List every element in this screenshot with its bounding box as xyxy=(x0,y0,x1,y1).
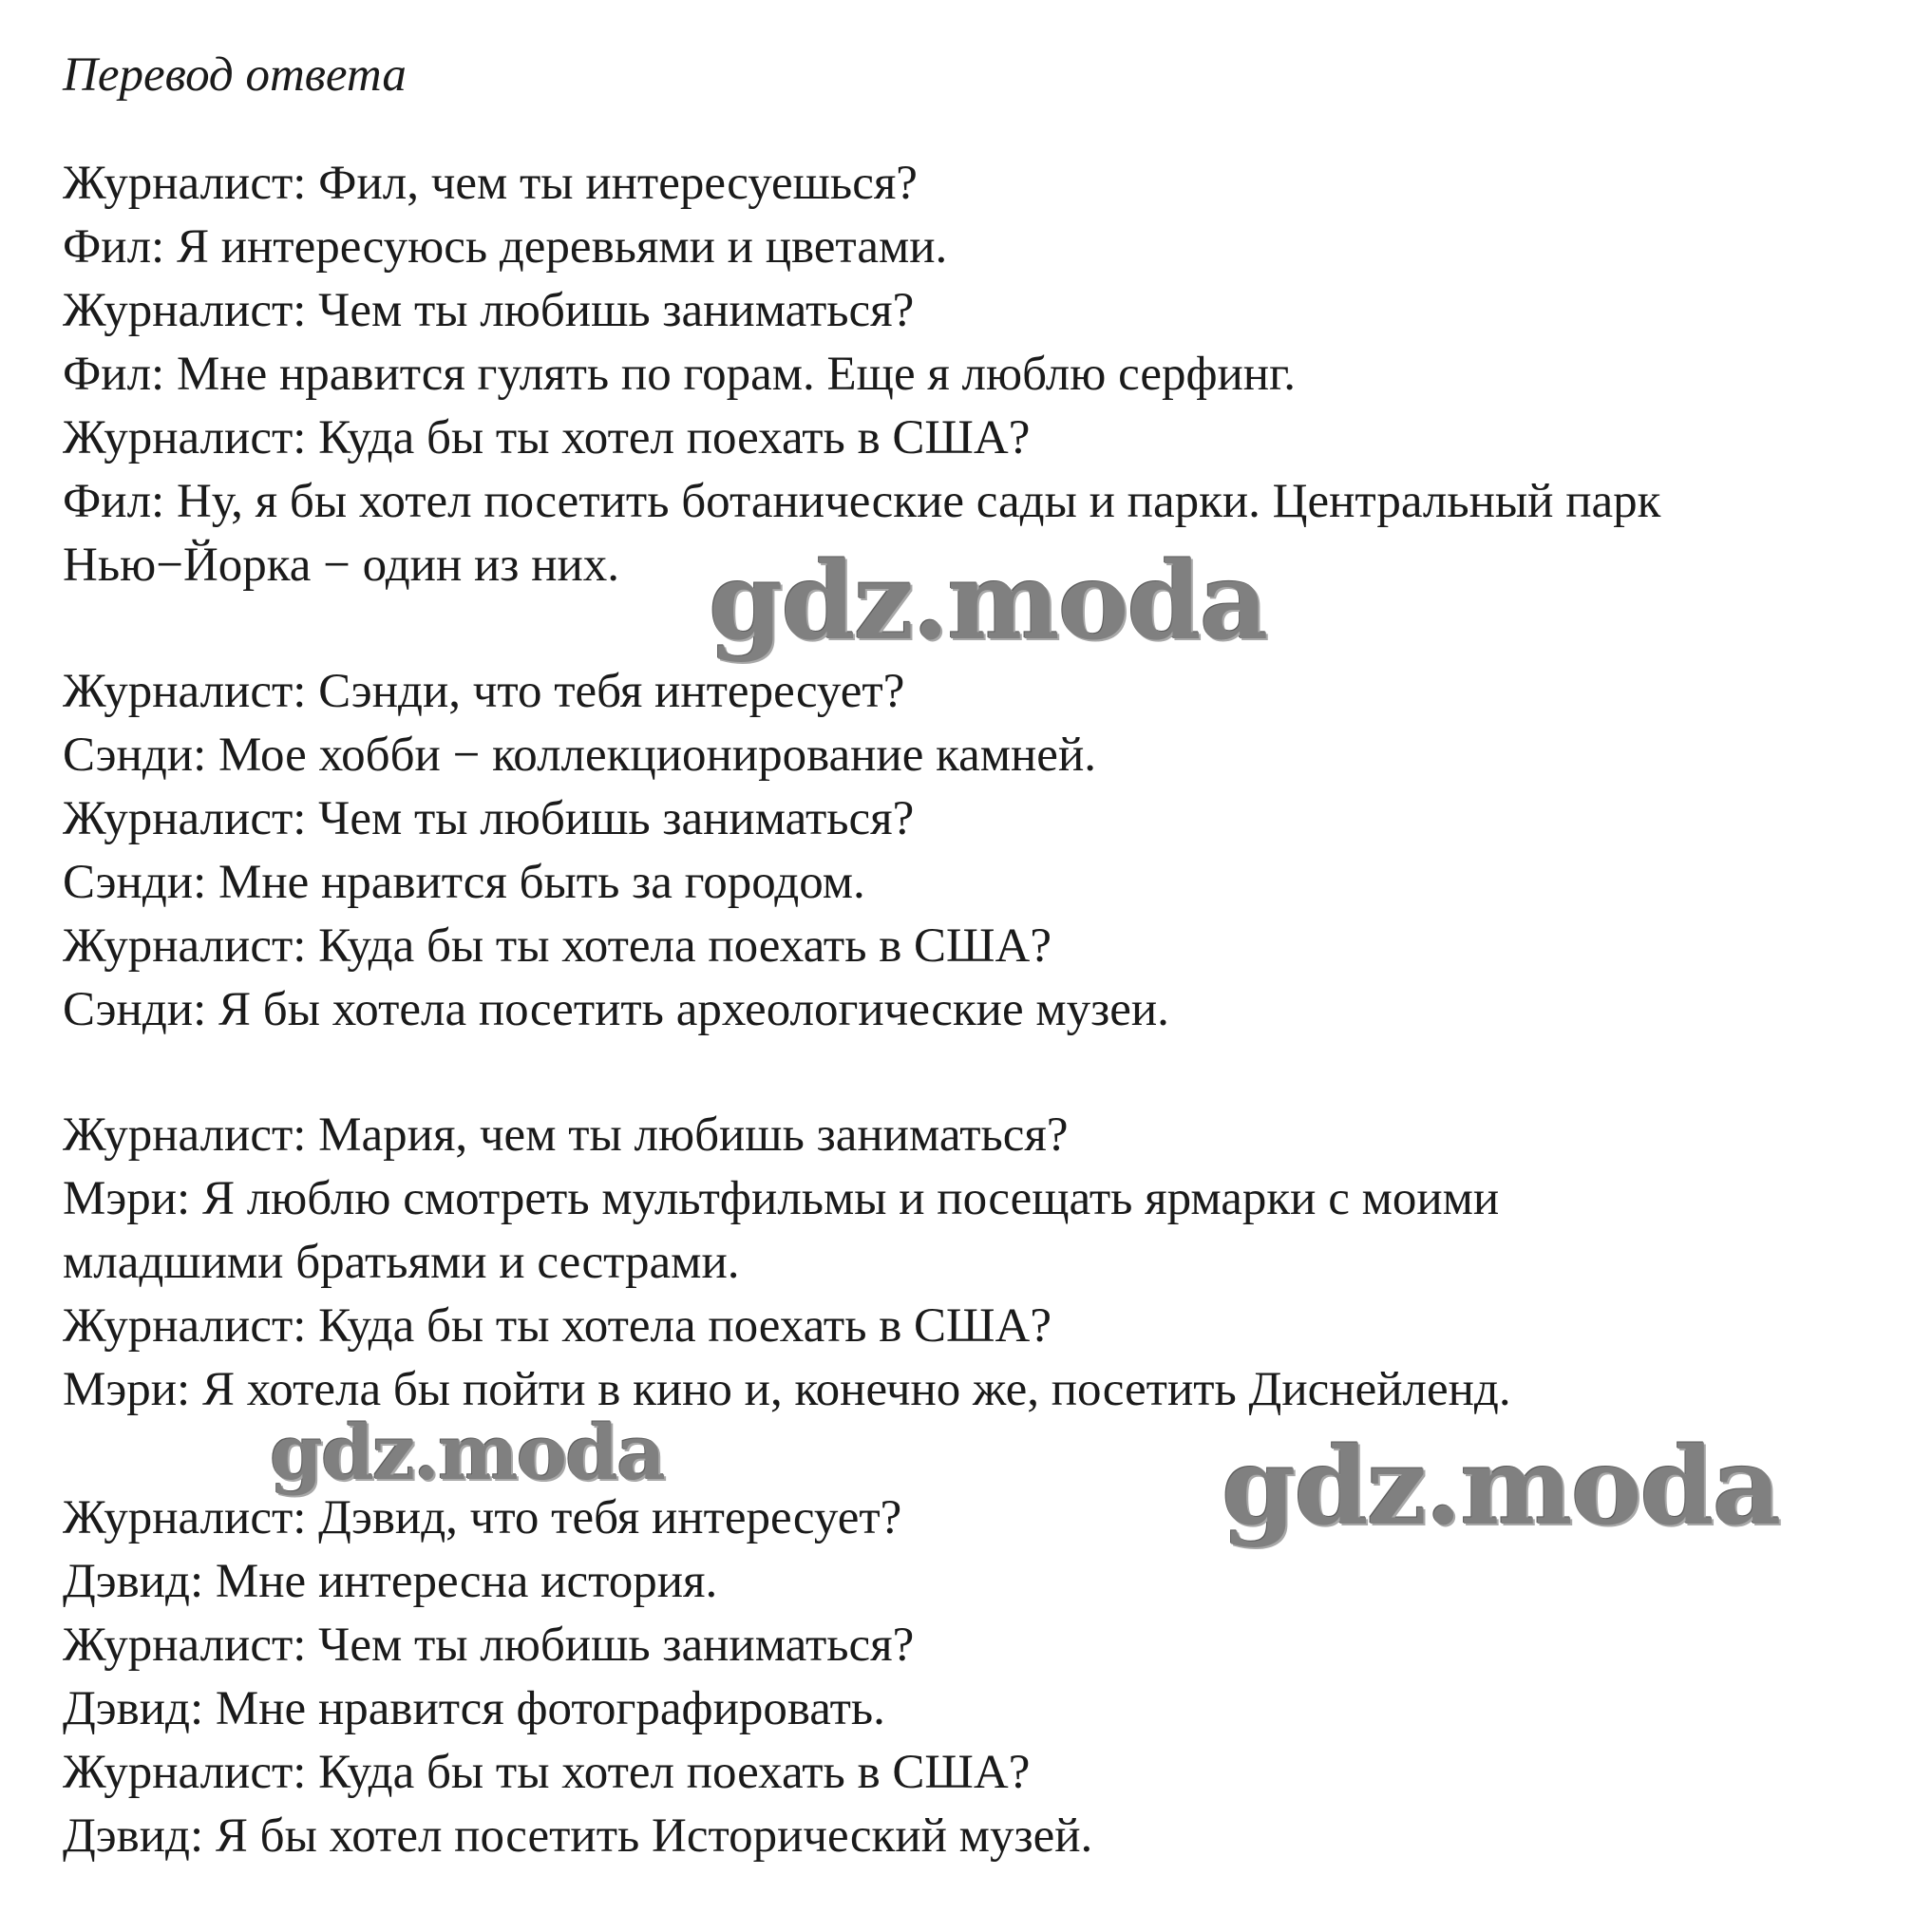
dialogue-line: Журналист: Куда бы ты хотел поехать в США? xyxy=(63,1746,1031,1799)
dialogue-line: Журналист: Чем ты любишь заниматься? xyxy=(63,284,915,337)
dialogue-line: Журналист: Мария, чем ты любишь заниматься? xyxy=(63,1108,1069,1162)
dialogue-line: Журналист: Куда бы ты хотела поехать в США? xyxy=(63,1299,1052,1353)
dialogue-line: Дэвид: Мне интересна история. xyxy=(63,1555,718,1608)
dialogue-line: Мэри: Я хотела бы пойти в кино и, конечно же, посетить Диснейленд. xyxy=(63,1363,1511,1416)
dialogue-line: Сэнди: Мое хобби − коллекционирование камней. xyxy=(63,729,1096,782)
watermark: gdz.moda xyxy=(1222,1425,1780,1549)
dialogue-line: Журналист: Куда бы ты хотел поехать в США? xyxy=(63,411,1031,464)
dialogue-line: Журналист: Чем ты любишь заниматься? xyxy=(63,792,915,845)
dialogue-line: Фил: Я интересуюсь деревьями и цветами. xyxy=(63,220,948,274)
dialogue-line: Дэвид: Мне нравится фотографировать. xyxy=(63,1682,885,1735)
page-title: Перевод ответа xyxy=(63,48,407,102)
dialogue-line: младшими братьями и сестрами. xyxy=(63,1236,740,1289)
dialogue-line: Журналист: Куда бы ты хотела поехать в США? xyxy=(63,919,1052,973)
watermark: gdz.moda xyxy=(270,1408,664,1497)
dialogue-line: Фил: Ну, я бы хотел посетить ботанические сады и парки. Центральный парк xyxy=(63,475,1661,528)
dialogue-line: Мэри: Я люблю смотреть мультфильмы и посещать ярмарки с моими xyxy=(63,1172,1500,1225)
dialogue-line: Нью−Йорка − один из них. xyxy=(63,539,620,592)
dialogue-line: Журналист: Фил, чем ты интересуешься? xyxy=(63,157,918,210)
dialogue-line: Журналист: Дэвид, что тебя интересует? xyxy=(63,1491,902,1544)
dialogue-line: Дэвид: Я бы хотел посетить Исторический музей. xyxy=(63,1809,1093,1863)
dialogue-line: Сэнди: Мне нравится быть за городом. xyxy=(63,856,865,909)
dialogue-line: Сэнди: Я бы хотела посетить археологические музеи. xyxy=(63,983,1169,1036)
watermark: gdz.moda xyxy=(709,540,1267,664)
dialogue-line: Журналист: Сэнди, что тебя интересует? xyxy=(63,665,905,718)
dialogue-line: Фил: Мне нравится гулять по горам. Еще я люблю серфинг. xyxy=(63,348,1297,401)
dialogue-line: Журналист: Чем ты любишь заниматься? xyxy=(63,1619,915,1672)
